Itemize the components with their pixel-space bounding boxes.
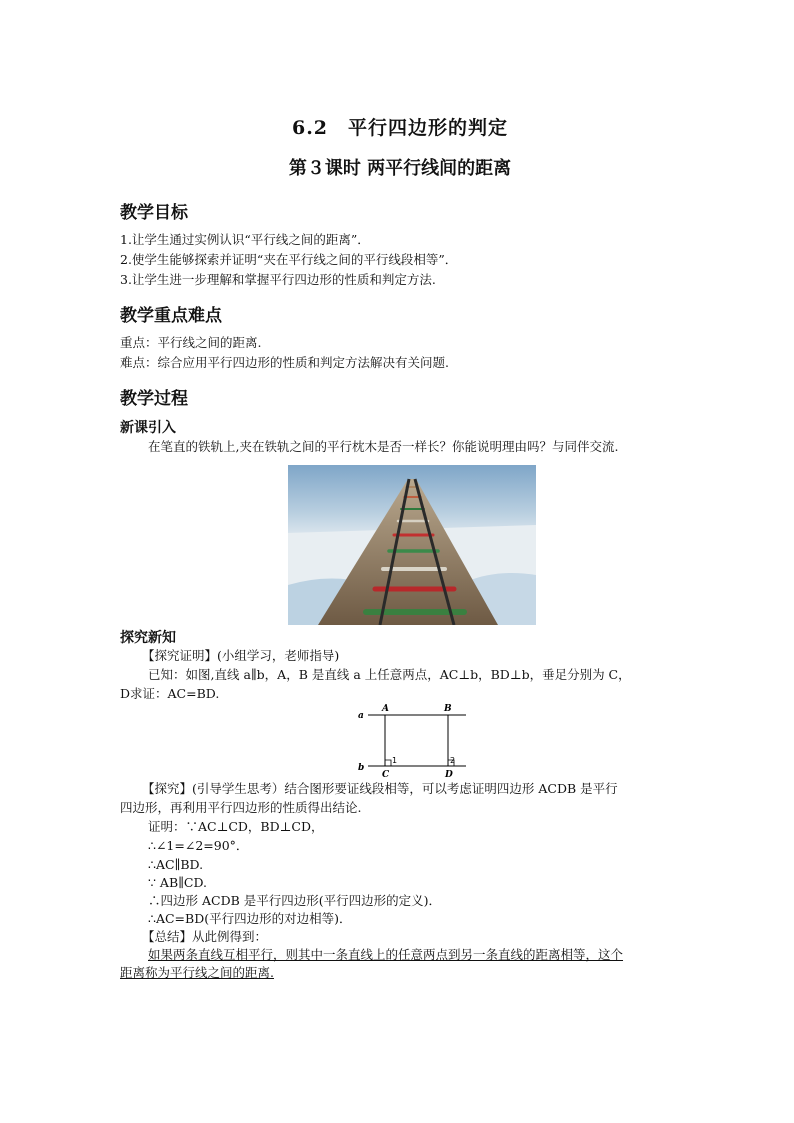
label-A: A <box>382 704 389 714</box>
hint-text-1: 【探究】(引导学生思考）结合图形要证线段相等，可以考虑证明四边形 ACDB 是平行 <box>142 781 618 796</box>
goal-item: 2.使学生能够探索并证明“夹在平行线之间的平行线段相等”． <box>120 252 458 267</box>
proof-line: ∴AC=BD(平行四边形的对边相等)． <box>148 911 352 926</box>
proof-line: ∵ AB∥CD. <box>148 875 208 890</box>
label-B: B <box>444 704 452 714</box>
proof-line: ∴四边形 ACDB 是平行四边形(平行四边形的定义)． <box>148 893 442 908</box>
railway-image <box>288 465 536 625</box>
label-angle-2: 2 <box>450 756 456 765</box>
proof-line: ∴∠1=∠2=90°． <box>148 838 249 853</box>
page-title: 6.2 平行四边形的判定 <box>291 117 509 139</box>
right-angle-mark-1 <box>385 760 391 766</box>
proof-line: ∴AC∥BD. <box>148 857 204 872</box>
proof-line: 证明：∵AC⊥CD，BD⊥CD， <box>148 819 324 834</box>
intro-text: 在笔直的铁轨上,夹在铁轨之间的平行枕木是否一样长？你能说明理由吗？与同伴交流. <box>148 439 619 454</box>
label-b: b <box>358 763 365 773</box>
summary-text-1: 如果两条直线互相平行，则其中一条直线上的任意两点到另一条直线的距离相等，这个 <box>148 947 624 962</box>
section-heading-key-points: 教学重点难点 <box>120 306 222 326</box>
subsection-heading-intro: 新课引入 <box>120 420 176 436</box>
section-heading-goals: 教学目标 <box>120 203 188 223</box>
given-text-2: D求证：AC=BD. <box>120 686 220 701</box>
explore-label: 【探究证明】(小组学习，老师指导) <box>142 648 340 663</box>
goal-item: 3.让学生进一步理解和掌握平行四边形的性质和判定方法. <box>120 272 436 287</box>
difficulty-text: 难点：综合应用平行四边形的性质和判定方法解决有关问题. <box>120 355 449 370</box>
parallel-lines-figure <box>356 700 476 780</box>
label-a: a <box>358 711 364 721</box>
label-D: D <box>445 770 453 780</box>
hint-text-2: 四边形，再利用平行四边形的性质得出结论. <box>120 800 362 815</box>
summary-label: 【总结】从此例得到： <box>142 929 268 944</box>
label-angle-1: 1 <box>392 756 398 765</box>
summary-text-2: 距离称为平行线之间的距离. <box>120 965 274 980</box>
page-subtitle: 第３课时 两平行线间的距离 <box>288 158 512 179</box>
given-text-1: 已知：如图,直线 a∥b，A，B 是直线 a 上任意两点，AC⊥b，BD⊥b，垂足分别为 C， <box>148 667 631 682</box>
railway-photo <box>288 465 536 625</box>
subsection-heading-explore: 探究新知 <box>120 630 176 646</box>
goal-item: 1.让学生通过实例认识“平行线之间的距离”． <box>120 232 370 247</box>
section-heading-process: 教学过程 <box>120 389 188 409</box>
focus-text: 重点：平行线之间的距离. <box>120 335 262 350</box>
label-C: C <box>382 770 390 780</box>
